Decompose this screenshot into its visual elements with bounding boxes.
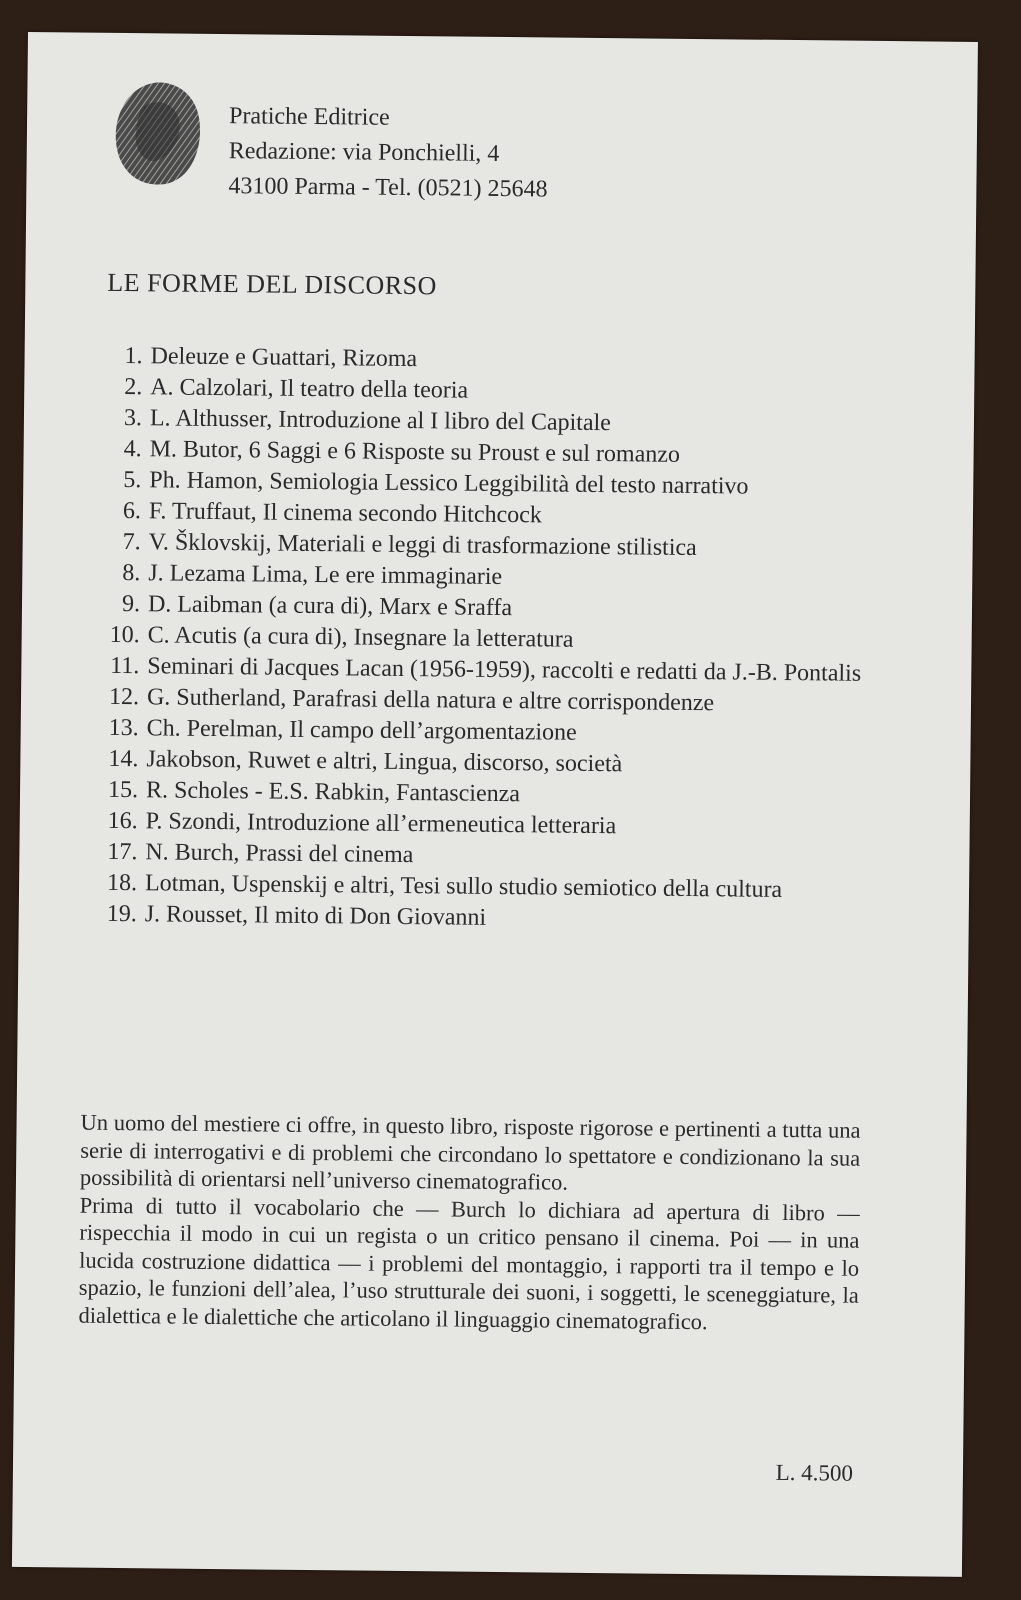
book-title: J. Rousset, Il mito di Don Giovanni (144, 901, 487, 931)
book-number: 16. (107, 807, 138, 835)
price-label: L. 4.500 (775, 1459, 854, 1486)
book-title: Seminari di Jacques Lacan (1956-1959), raccolti e redatti da J.-B. Pontalis (147, 653, 862, 687)
publisher-logo-icon (111, 78, 204, 189)
book-title: V. Šklovskij, Materiali e leggi di trasformazione stilistica (148, 529, 697, 562)
book-number: 5. (123, 467, 142, 494)
book-title: Jakobson, Ruwet e altri, Lingua, discorso, società (146, 746, 623, 778)
book-number: 13. (108, 714, 139, 742)
book-number: 11. (110, 652, 140, 680)
book-description (78, 1109, 860, 1337)
book-list (81, 341, 887, 938)
book-title: M. Butor, 6 Saggi e 6 Risposte su Proust e sul romanzo (149, 436, 681, 468)
book-number: 8. (122, 560, 141, 587)
book-number: 4. (123, 436, 142, 463)
book-title: P. Szondi, Introduzione all’ermeneutica letteraria (145, 808, 617, 840)
book-title: R. Scholes - E.S. Rabkin, Fantascienza (145, 777, 521, 808)
book-title: J. Lezama Lima, Le ere immaginarie (148, 560, 503, 590)
book-title: N. Burch, Prassi del cinema (145, 839, 414, 869)
book-number: 19. (106, 900, 137, 928)
book-number: 10. (109, 621, 140, 649)
book-number: 15. (107, 776, 139, 804)
book-number: 1. (124, 343, 143, 370)
book-title: L. Althusser, Introduzione al I libro del Capitale (149, 405, 611, 437)
book-number: 3. (123, 405, 143, 432)
book-number: 17. (107, 838, 138, 866)
publisher-city-phone: 43100 Parma - Tel. (0521) 25648 (228, 173, 548, 203)
book-back-cover (12, 32, 978, 1577)
book-number: 2. (124, 374, 143, 401)
book-title: F. Truffaut, Il cinema secondo Hitchcock (148, 498, 543, 529)
book-number: 14. (108, 745, 139, 773)
book-number: 6. (122, 498, 142, 525)
book-title: Ph. Hamon, Semiologia Lessico Leggibilità del testo narrativo (149, 467, 749, 500)
description-paragraph-1: Un uomo del mestiere ci offre, in questo libro, risposte rigorose e pertinenti a tutta una serie di interrogativi e di problemi che circondano lo spettatore e condizionano la sua possibilità di orientarsi nell’universo cinematografico. (79, 1109, 861, 1195)
book-title: D. Laibman (a cura di), Marx e Sraffa (147, 591, 513, 622)
book-title: Deleuze e Guattari, Rizoma (150, 343, 418, 373)
book-number: 12. (108, 683, 140, 711)
book-title: Lotman, Uspenskij e altri, Tesi sullo studio semiotico della cultura (144, 870, 783, 903)
book-title: G. Sutherland, Parafrasi della natura e altre corrispondenze (146, 684, 715, 717)
book-number: 7. (122, 529, 141, 556)
book-number: 18. (106, 869, 138, 897)
description-paragraph-2: Prima di tutto il vocabolario che — Burch lo dichiara ad apertura di libro — rispecchia il modo in cui un regista o un critico pensano il cinema. Poi — in una lucida costruzione didattica — i problemi del montaggio, i rapporti tra il tempo e lo spazio, le funzioni dell’alea, l’uso strutturale dei suoni, i soggetti, le sceneggiature, la dialettica e le dialettiche che articolano il linguaggio cinematografico. (78, 1192, 860, 1334)
book-title: A. Calzolari, Il teatro della teoria (150, 374, 469, 404)
book-title: C. Acutis (a cura di), Insegnare la letteratura (147, 622, 574, 653)
book-title: Ch. Perelman, Il campo dell’argomentazione (146, 715, 577, 746)
publisher-address: Redazione: via Ponchielli, 4 (228, 138, 500, 167)
series-title: LE FORME DEL DISCORSO (107, 267, 438, 301)
publisher-info (228, 99, 548, 207)
book-number: 9. (121, 591, 141, 618)
publisher-name: Pratiche Editrice (228, 103, 390, 131)
